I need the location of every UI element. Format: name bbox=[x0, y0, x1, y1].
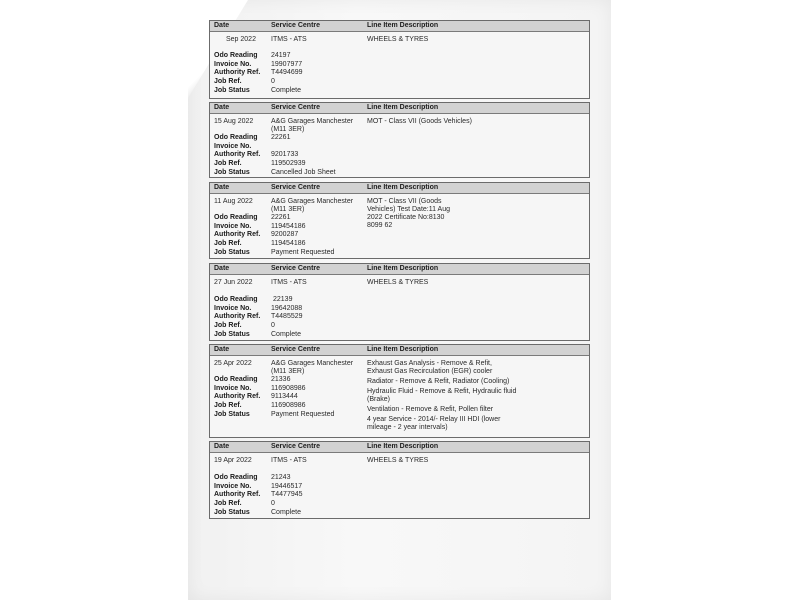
record-date: 15 Aug 2022 bbox=[214, 118, 254, 125]
job-ref-value: 119502939 bbox=[271, 160, 306, 168]
job-status-value: Cancelled Job Sheet bbox=[271, 168, 336, 176]
record-header bbox=[210, 21, 589, 32]
service-record bbox=[209, 20, 590, 99]
authority-value: 9200287 bbox=[271, 231, 299, 239]
record-fields bbox=[214, 296, 303, 339]
authority-label: Authority Ref. bbox=[214, 313, 261, 321]
odo-label: Odo Reading bbox=[214, 134, 258, 141]
line-item: Ventilation - Remove & Refit, Pollen filter bbox=[367, 406, 494, 413]
job-ref-label: Job Ref. bbox=[214, 402, 242, 410]
job-status-value: Complete bbox=[271, 86, 301, 94]
line-items bbox=[367, 360, 517, 434]
job-status-value: Complete bbox=[271, 330, 301, 338]
date-header: Date bbox=[214, 104, 230, 111]
job-ref-value: 0 bbox=[271, 78, 275, 86]
line-item: MOT - Class VII (Goods Vehicles) bbox=[367, 118, 472, 125]
job-ref-value: 119454186 bbox=[271, 240, 306, 248]
date-header: Date bbox=[214, 265, 230, 272]
record-fields bbox=[214, 134, 336, 177]
invoice-value: 19907977 bbox=[271, 60, 303, 68]
service-centre: A&G Garages Manchester (M11 3ER) bbox=[271, 360, 354, 375]
job-status-value: Payment Requested bbox=[271, 248, 335, 256]
service-record bbox=[209, 441, 590, 519]
authority-label: Authority Ref. bbox=[214, 491, 261, 499]
line-item-header: Line Item Description bbox=[367, 184, 439, 191]
record-fields bbox=[214, 214, 334, 257]
date-header: Date bbox=[214, 184, 230, 191]
invoice-label: Invoice No. bbox=[214, 304, 252, 312]
job-status-value: Complete bbox=[271, 508, 301, 516]
service-centre-header: Service Centre bbox=[271, 346, 321, 353]
record-date: Sep 2022 bbox=[226, 36, 256, 43]
job-status-label: Job Status bbox=[214, 168, 250, 176]
record-fields bbox=[214, 474, 303, 517]
line-items bbox=[367, 198, 457, 232]
line-items bbox=[367, 457, 587, 467]
invoice-label: Invoice No. bbox=[214, 384, 252, 392]
line-item-header: Line Item Description bbox=[367, 346, 439, 353]
service-record bbox=[209, 182, 590, 259]
odo-value: 21243 bbox=[271, 474, 291, 481]
record-header bbox=[210, 183, 589, 194]
service-centre: ITMS - ATS bbox=[271, 457, 307, 464]
line-item: Exhaust Gas Analysis - Remove & Refit, Exhaust Gas Recirculation (EGR) cooler bbox=[367, 360, 493, 375]
record-date: 25 Apr 2022 bbox=[214, 360, 252, 367]
invoice-value: 119454186 bbox=[271, 222, 306, 230]
job-ref-value: 0 bbox=[271, 500, 275, 508]
invoice-value: 19446517 bbox=[271, 482, 303, 490]
odo-label: Odo Reading bbox=[214, 296, 258, 303]
service-centre: A&G Garages Manchester (M11 3ER) bbox=[271, 118, 354, 133]
job-ref-label: Job Ref. bbox=[214, 78, 242, 86]
date-header: Date bbox=[214, 346, 230, 353]
job-status-value: Payment Requested bbox=[271, 410, 335, 418]
odo-value: 24197 bbox=[271, 52, 291, 59]
line-items bbox=[367, 279, 587, 289]
job-status-label: Job Status bbox=[214, 248, 250, 256]
line-item: MOT - Class VII (Goods Vehicles) Test Date:11 Aug 2022 Certificate No:8130 8099 62 bbox=[367, 198, 451, 229]
service-centre: ITMS - ATS bbox=[271, 279, 307, 286]
date-header: Date bbox=[214, 22, 230, 29]
line-items bbox=[367, 118, 587, 128]
job-status-label: Job Status bbox=[214, 508, 250, 516]
line-item-header: Line Item Description bbox=[367, 265, 439, 272]
service-centre-header: Service Centre bbox=[271, 104, 321, 111]
odo-value: 22261 bbox=[271, 134, 291, 141]
service-record bbox=[209, 344, 590, 438]
service-centre: ITMS - ATS bbox=[271, 36, 307, 43]
record-date: 27 Jun 2022 bbox=[214, 279, 253, 286]
invoice-label: Invoice No. bbox=[214, 222, 252, 230]
record-date: 11 Aug 2022 bbox=[214, 198, 253, 205]
record-header bbox=[210, 264, 589, 275]
line-item: WHEELS & TYRES bbox=[367, 457, 429, 464]
line-item: WHEELS & TYRES bbox=[367, 279, 429, 286]
line-item: WHEELS & TYRES bbox=[367, 36, 429, 43]
job-status-label: Job Status bbox=[214, 330, 250, 338]
job-ref-label: Job Ref. bbox=[214, 500, 242, 508]
line-item-header: Line Item Description bbox=[367, 104, 439, 111]
job-status-label: Job Status bbox=[214, 410, 250, 418]
service-centre-header: Service Centre bbox=[271, 443, 321, 450]
record-header bbox=[210, 345, 589, 356]
job-status-label: Job Status bbox=[214, 86, 250, 94]
authority-value: T4494699 bbox=[271, 69, 303, 77]
invoice-value: 19642088 bbox=[271, 304, 303, 312]
odo-label: Odo Reading bbox=[214, 474, 258, 481]
service-centre: A&G Garages Manchester (M11 3ER) bbox=[271, 198, 354, 213]
line-item: Radiator - Remove & Refit, Radiator (Cooling) bbox=[367, 378, 510, 385]
date-header: Date bbox=[214, 443, 230, 450]
job-ref-value: 116908986 bbox=[271, 402, 306, 410]
authority-label: Authority Ref. bbox=[214, 393, 261, 401]
record-date: 19 Apr 2022 bbox=[214, 457, 252, 464]
line-items bbox=[367, 36, 587, 46]
authority-label: Authority Ref. bbox=[214, 69, 261, 77]
line-item: Hydraulic Fluid - Remove & Refit, Hydraulic fluid (Brake) bbox=[367, 388, 517, 403]
service-centre-header: Service Centre bbox=[271, 22, 321, 29]
invoice-label: Invoice No. bbox=[214, 482, 252, 490]
record-fields bbox=[214, 376, 334, 419]
job-ref-label: Job Ref. bbox=[214, 160, 242, 168]
record-fields bbox=[214, 52, 303, 95]
service-record bbox=[209, 263, 590, 341]
odo-value: 22261 bbox=[271, 214, 291, 221]
job-ref-label: Job Ref. bbox=[214, 322, 242, 330]
odo-value: 22139 bbox=[273, 296, 293, 303]
job-ref-label: Job Ref. bbox=[214, 240, 242, 248]
record-header bbox=[210, 442, 589, 453]
authority-value: T4485529 bbox=[271, 313, 303, 321]
job-ref-value: 0 bbox=[271, 322, 275, 330]
invoice-value: 116908986 bbox=[271, 384, 306, 392]
service-centre-header: Service Centre bbox=[271, 184, 321, 191]
line-item-header: Line Item Description bbox=[367, 443, 439, 450]
invoice-label: Invoice No. bbox=[214, 60, 252, 68]
authority-value: T4477945 bbox=[271, 491, 303, 499]
odo-label: Odo Reading bbox=[214, 376, 258, 383]
authority-label: Authority Ref. bbox=[214, 151, 261, 159]
authority-value: 9201733 bbox=[271, 151, 299, 159]
odo-label: Odo Reading bbox=[214, 214, 258, 221]
service-centre-header: Service Centre bbox=[271, 265, 321, 272]
authority-value: 9113444 bbox=[271, 393, 298, 401]
service-record bbox=[209, 102, 590, 178]
line-item: 4 year Service - 2014/- Relay III HDI (lower mileage - 2 year intervals) bbox=[367, 416, 501, 431]
authority-label: Authority Ref. bbox=[214, 231, 261, 239]
odo-value: 21336 bbox=[271, 376, 291, 383]
record-header bbox=[210, 103, 589, 114]
invoice-label: Invoice No. bbox=[214, 142, 252, 150]
odo-label: Odo Reading bbox=[214, 52, 258, 59]
line-item-header: Line Item Description bbox=[367, 22, 439, 29]
